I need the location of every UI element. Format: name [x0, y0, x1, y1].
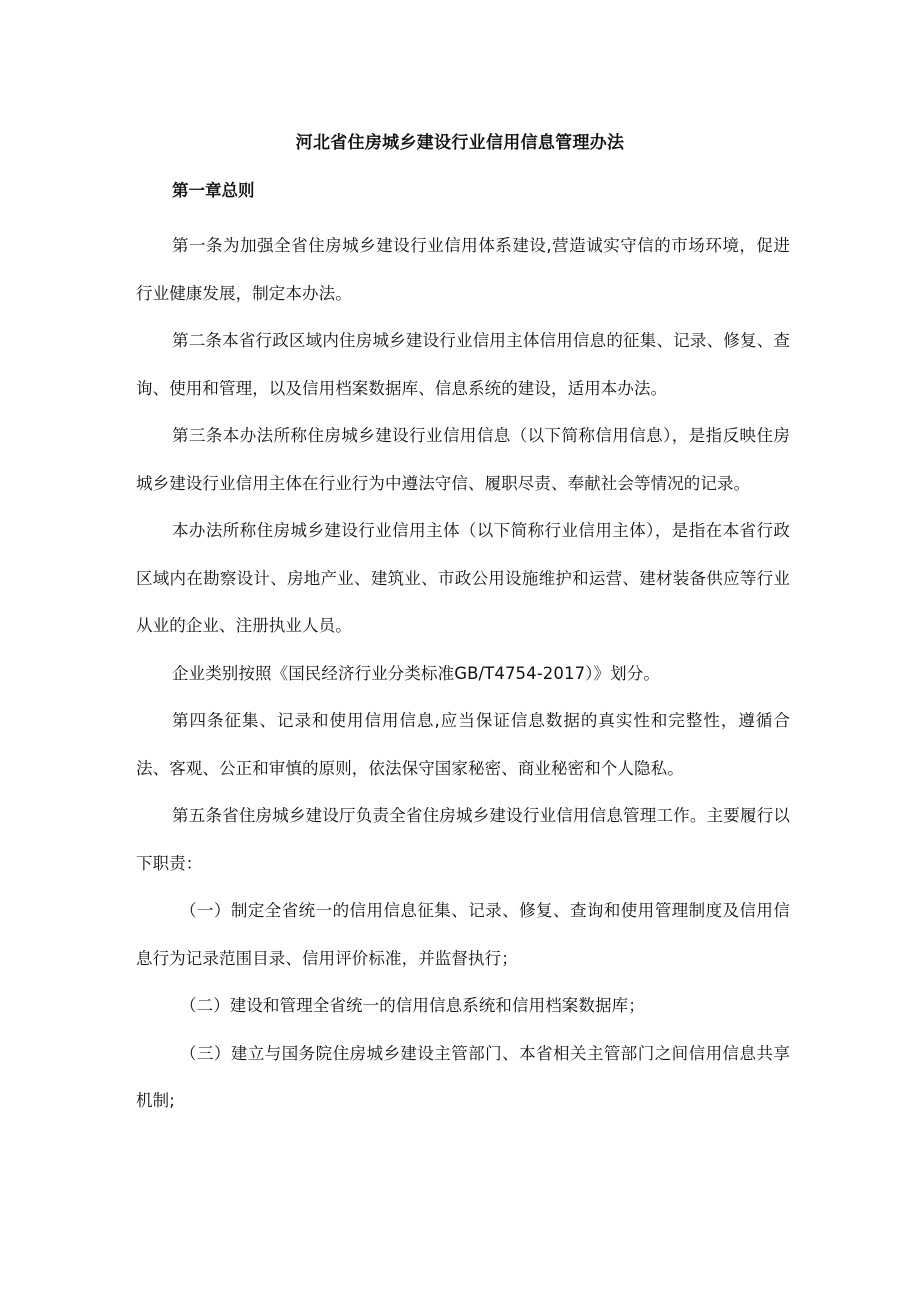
document-body [136, 222, 790, 1125]
paragraph-article-4: 第四条征集、记录和使用信用信息,应当保证信息数据的真实性和完整性，遵循合法、客观、公正和审慎的原则，依法保守国家秘密、商业秘密和个人隐私。 [136, 711, 790, 778]
document-title: 河北省住房城乡建设行业信用信息管理办法 [295, 133, 625, 153]
paragraph-duty-3: （三）建立与国务院住房城乡建设主管部门、本省相关主管部门之间信用信息共享机制; [136, 1043, 790, 1110]
paragraph-enterprise-classification: 企业类别按照《国民经济行业分类标准GB/T4754-2017）》划分。 [172, 663, 660, 683]
paragraph-article-5: 第五条省住房城乡建设厅负责全省住房城乡建设行业信用信息管理工作。主要履行以下职责： [136, 806, 790, 873]
paragraph-article-3: 第三条本办法所称住房城乡建设行业信用信息（以下简称信用信息），是指反映住房城乡建设行业信用主体在行业行为中遵法守信、履职尽责、奉献社会等情况的记录。 [136, 426, 790, 493]
paragraph-article-2: 第二条本省行政区域内住房城乡建设行业信用主体信用信息的征集、记录、修复、查询、使用和管理，以及信用档案数据库、信息系统的建设，适用本办法。 [136, 331, 790, 398]
paragraph-credit-subject-definition: 本办法所称住房城乡建设行业信用主体（以下简称行业信用主体），是指在本省行政区域内在勘察设计、房地产业、建筑业、市政公用设施维护和运营、建材装备供应等行业从业的企业、注册执业人员。 [136, 521, 790, 635]
paragraph-article-1: 第一条为加强全省住房城乡建设行业信用体系建设,营造诚实守信的市场环境，促进行业健康发展，制定本办法。 [136, 236, 790, 303]
paragraph-duty-2: （二）建设和管理全省统一的信用信息系统和信用档案数据库； [180, 996, 645, 1015]
chapter-heading: 第一章总则 [172, 181, 255, 200]
paragraph-duty-1: （一）制定全省统一的信用信息征集、记录、修复、查询和使用管理制度及信用信息行为记录范围目录、信用评价标准，并监督执行； [136, 901, 790, 968]
